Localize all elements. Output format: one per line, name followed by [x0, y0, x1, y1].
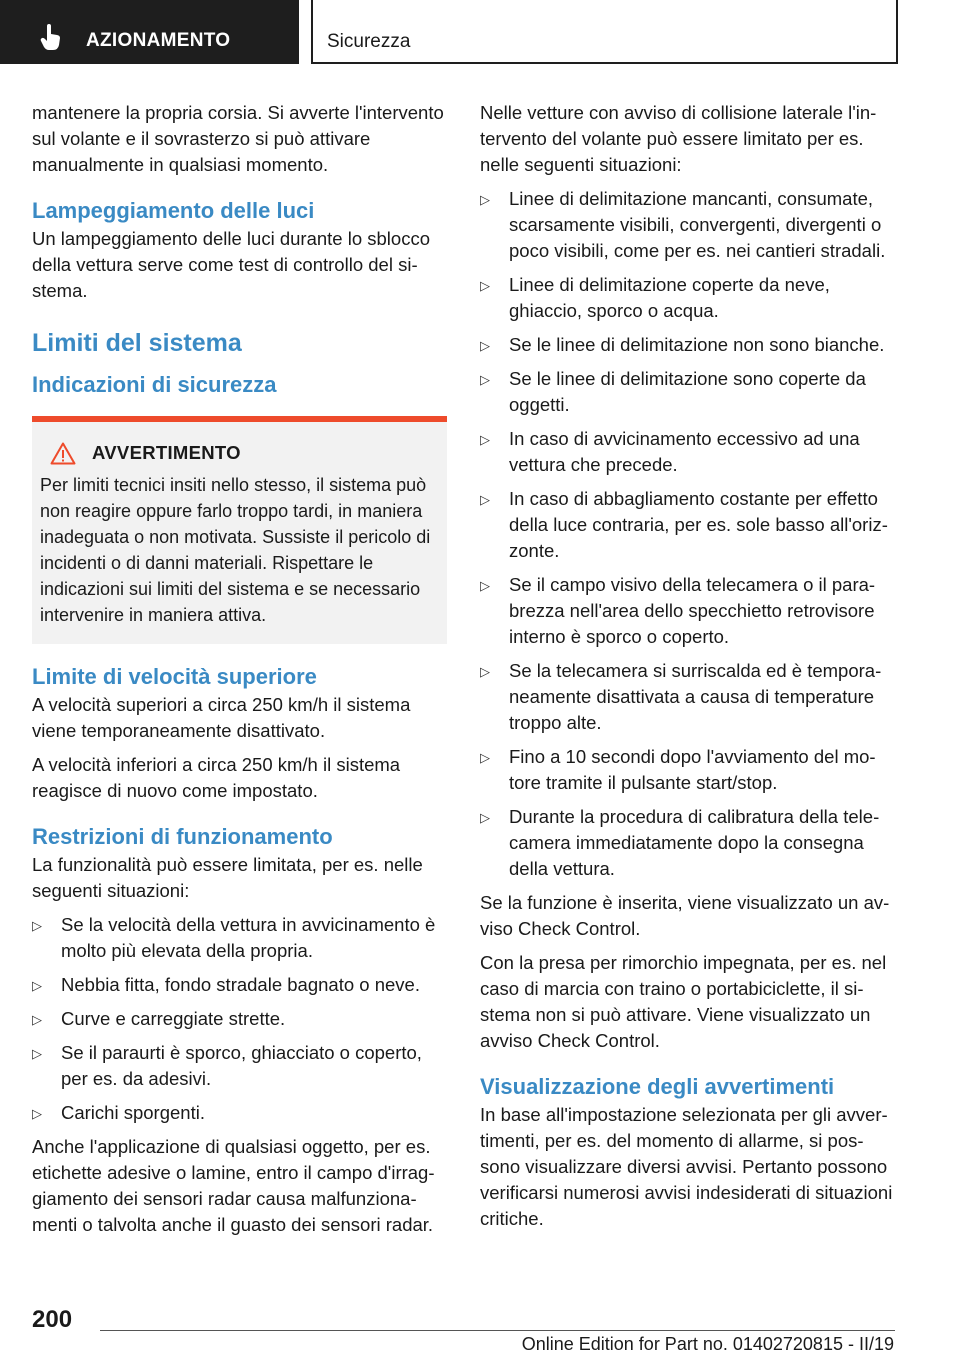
section-tab [0, 0, 299, 64]
paragraph: A velocità inferiori a circa 250 km/h il sistema reagisce di nuovo come impostato. [32, 754, 401, 801]
list-item: ▷ In caso di avvicinamento eccessivo ad una vettura che precede. [480, 428, 860, 475]
list-item: ▷ Linee di delimitazione coperte da neve, ghiaccio, sporco o acqua. [480, 274, 830, 321]
list-item: ▷ Carichi sporgenti. [32, 1100, 447, 1126]
paragraph: Se la funzione è inserita, viene visualizzato un avviso Check Control. [480, 892, 890, 939]
chapter-tab [311, 0, 898, 64]
page-number: 200 [32, 1306, 73, 1333]
section-heading: Lampeggiamento delle luci [32, 198, 315, 223]
chapter-label: Sicurezza [327, 31, 411, 52]
list-item: ▷ Linee di delimitazione mancanti, consumate, scarsamente visibili, convergenti, divergenti o poco visibili, come per es. nei cantieri stradali. [480, 188, 886, 261]
paragraph: Con la presa per rimorchio impegnata, per es. nel caso di marcia con traino o portabiciclette, il sistema non si può attivare. Viene visualizzato un avviso Check Control. [480, 952, 887, 1051]
list-item: ▷ Se la velocità della vettura in avvicinamento è molto più elevata della propria. [32, 914, 436, 961]
paragraph: La funzionalità può essere limitata, per es. nelle seguenti situazioni: [32, 854, 423, 901]
warning-triangle-icon [50, 442, 76, 465]
triangle-bullet-icon: ▷ [32, 1106, 42, 1121]
footer-divider [100, 1330, 895, 1331]
list-item: ▷ In caso di abbagliamento costante per effetto della luce contraria, per es. sole basso all'orizzonte. [480, 488, 888, 561]
warning-box [32, 416, 447, 644]
bullet-list [32, 912, 447, 1126]
list-item: ▷ Nebbia fitta, fondo stradale bagnato o neve. [32, 972, 447, 998]
list-item: ▷ Se la telecamera si surriscalda ed è temporaneamente disattivata a causa di temperature troppo alte. [480, 660, 882, 733]
triangle-bullet-icon: ▷ [480, 664, 490, 679]
triangle-bullet-icon: ▷ [32, 1012, 42, 1027]
right-column [480, 100, 895, 1240]
paragraph: Nelle vetture con avviso di collisione laterale l'intervento del volante può essere limitato per es. nelle seguenti situazioni: [480, 102, 877, 175]
triangle-bullet-icon: ▷ [480, 810, 490, 825]
triangle-bullet-icon: ▷ [32, 1046, 42, 1061]
edition-note: Online Edition for Part no. 01402720815 - II/19 [521, 1334, 894, 1354]
paragraph: mantenere la propria corsia. Si avverte l'intervento sul volante e il sovrasterzo si può attivare manualmente in qualsiasi momento. [32, 102, 444, 175]
triangle-bullet-icon: ▷ [480, 432, 490, 447]
list-item: ▷ Se le linee di delimitazione non sono bianche. [480, 332, 895, 358]
paragraph: Un lampeggiamento delle luci durante lo sblocco della vettura serve come test di controllo del sistema. [32, 228, 430, 301]
triangle-bullet-icon: ▷ [32, 978, 42, 993]
hand-pointer-icon [40, 24, 62, 50]
triangle-bullet-icon: ▷ [480, 372, 490, 387]
section-heading: Indicazioni di sicurezza [32, 372, 277, 397]
section-heading: Limite di velocità superiore [32, 664, 317, 689]
section-label: AZIONAMENTO [86, 30, 231, 51]
triangle-bullet-icon: ▷ [480, 338, 490, 353]
list-item: ▷ Se il paraurti è sporco, ghiacciato o coperto, per es. da adesivi. [32, 1042, 422, 1089]
triangle-bullet-icon: ▷ [32, 918, 42, 933]
warning-text: Per limiti tecnici insiti nello stesso, il sistema può non reagire oppure farlo troppo tardi, in maniera inadeguata o non motivata. Sussiste il pericolo di incidenti o di danni materiali. Rispettare le indicazioni sui limiti del sistema e se necessario intervenire in maniera attiva. [40, 475, 431, 625]
warning-header [40, 440, 437, 466]
list-item: ▷ Durante la procedura di calibratura della telecamera immediatamente dopo la consegna della vettura. [480, 806, 880, 879]
list-item: ▷ Se il campo visivo della telecamera o il parabrezza nell'area dello specchietto retrovisore interno è sporco o coperto. [480, 574, 876, 647]
triangle-bullet-icon: ▷ [480, 750, 490, 765]
warning-title: AVVERTIMENTO [92, 442, 241, 463]
paragraph: Anche l'applicazione di qualsiasi oggetto, per es. etichette adesive o lamine, entro il campo d'irraggiamento dei sensori radar causa malfunzionamenti o talvolta anche il guasto dei sensori radar. [32, 1136, 435, 1235]
list-item: ▷ Fino a 10 secondi dopo l'avviamento del motore tramite il pulsante start/stop. [480, 746, 876, 793]
section-heading: Restrizioni di funzionamento [32, 824, 333, 849]
list-item: ▷ Curve e carreggiate strette. [32, 1006, 447, 1032]
list-item: ▷ Se le linee di delimitazione sono coperte da oggetti. [480, 368, 866, 415]
triangle-bullet-icon: ▷ [480, 578, 490, 593]
section-heading: Visualizzazione degli avvertimenti [480, 1074, 835, 1099]
page-header [0, 0, 896, 66]
bullet-list [480, 186, 895, 882]
triangle-bullet-icon: ▷ [480, 492, 490, 507]
chapter-heading: Limiti del sistema [32, 329, 242, 357]
triangle-bullet-icon: ▷ [480, 278, 490, 293]
paragraph: In base all'impostazione selezionata per gli avvertimenti, per es. del momento di allarme, si possono visualizzare diversi avvisi. Pertanto possono verificarsi numerosi avvisi indesiderati di situazioni critiche. [480, 1104, 893, 1229]
left-column [32, 100, 447, 1246]
paragraph: A velocità superiori a circa 250 km/h il sistema viene temporaneamente disattivato. [32, 694, 411, 741]
triangle-bullet-icon: ▷ [480, 192, 490, 207]
